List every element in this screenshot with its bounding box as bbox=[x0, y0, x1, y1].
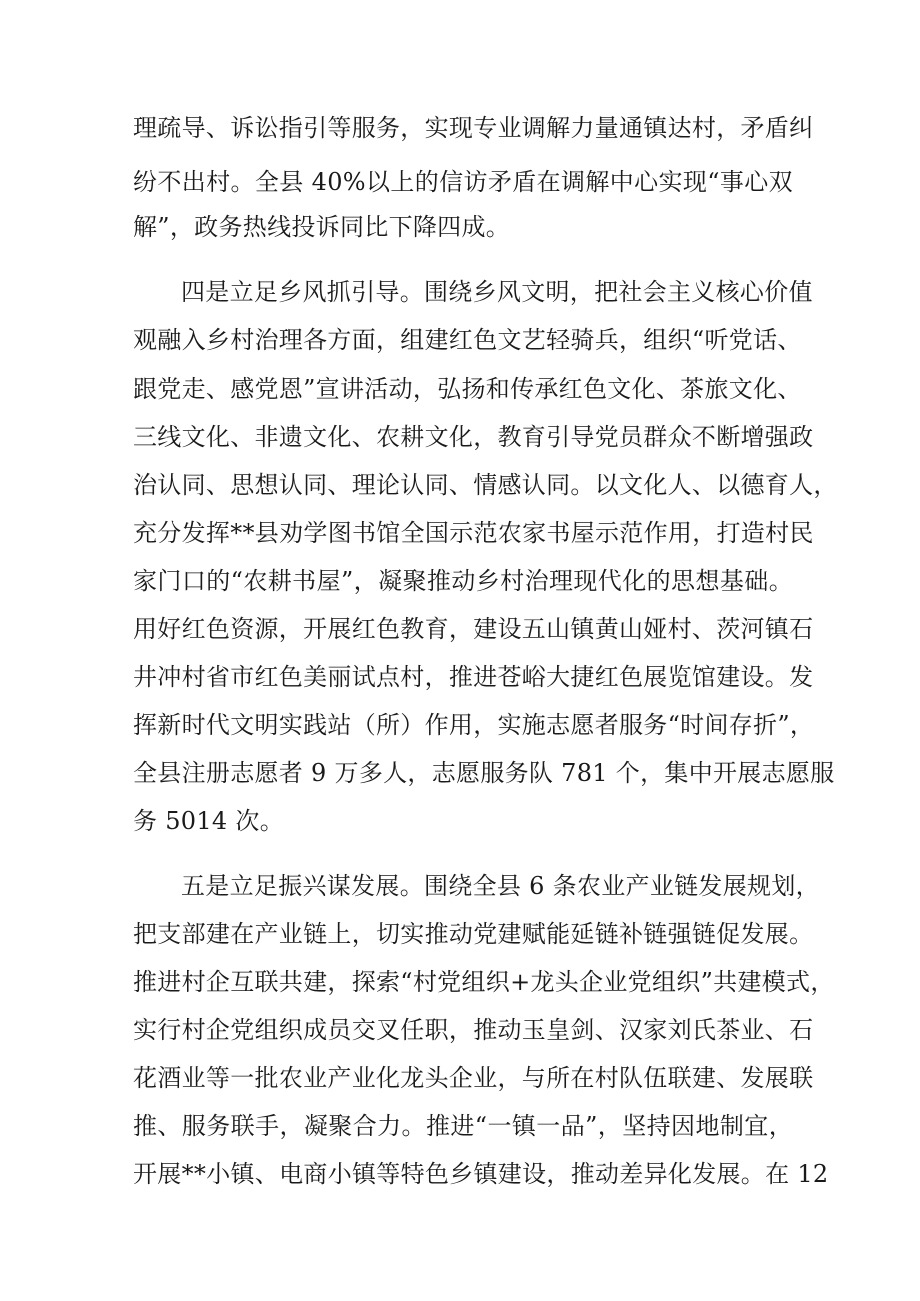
text-line: 三线文化、非遗文化、农耕文化，教育引导党员群众不断增强政 bbox=[133, 423, 814, 451]
text-line: 实行村企党组织成员交叉任职，推动玉皇剑、汉家刘氏茶业、石 bbox=[133, 1016, 814, 1044]
text-line: 解”，政务热线投诉同比下降四成。 bbox=[133, 213, 511, 241]
text-line: 纷不出村。全县 40%以上的信访矛盾在调解中心实现“事心双 bbox=[133, 168, 793, 196]
text-line: 务 5014 次。 bbox=[133, 807, 285, 835]
text-line: 把支部建在产业链上，切实推动党建赋能延链补链强链促发展。 bbox=[133, 920, 814, 948]
text-line: 跟党走、感党恩”宣讲活动，弘扬和传承红色文化、茶旅文化、 bbox=[133, 375, 802, 403]
text-line: 井冲村省市红色美丽试点村，推进苍峪大捷红色展览馆建设。发 bbox=[133, 663, 814, 691]
text-line: 理疏导、诉讼指引等服务，实现专业调解力量通镇达村，矛盾纠 bbox=[133, 114, 814, 142]
text-line: 用好红色资源，开展红色教育，建设五山镇黄山娅村、茨河镇石 bbox=[133, 615, 814, 643]
text-line: 推进村企互联共建，探索“村党组织+龙头企业党组织”共建模式， bbox=[133, 968, 835, 996]
text-line: 充分发挥**县劝学图书馆全国示范农家书屋示范作用，打造村民 bbox=[133, 519, 814, 547]
text-line: 家门口的“农耕书屋”，凝聚推动乡村治理现代化的思想基础。 bbox=[133, 567, 793, 595]
text-line: 四是立足乡风抓引导。围绕乡风文明，把社会主义核心价值 bbox=[181, 278, 813, 306]
text-line: 挥新时代文明实践站（所）作用，实施志愿者服务“时间存折”， bbox=[133, 711, 815, 739]
text-line: 观融入乡村治理各方面，组建红色文艺轻骑兵，组织“听党话、 bbox=[133, 326, 802, 354]
text-line: 五是立足振兴谋发展。围绕全县 6 条农业产业链发展规划， bbox=[181, 872, 820, 900]
text-line: 全县注册志愿者 9 万多人，志愿服务队 781 个，集中开展志愿服 bbox=[133, 759, 835, 787]
text-line: 花酒业等一批农业产业化龙头企业，与所在村队伍联建、发展联 bbox=[133, 1064, 814, 1092]
text-line: 推、服务联手，凝聚合力。推进“一镇一品”，坚持因地制宜， bbox=[133, 1112, 793, 1140]
text-line: 治认同、思想认同、理论认同、情感认同。以文化人、以德育人， bbox=[133, 471, 838, 499]
text-line: 开展**小镇、电商小镇等特色乡镇建设，推动差异化发展。在 12 bbox=[133, 1160, 829, 1188]
